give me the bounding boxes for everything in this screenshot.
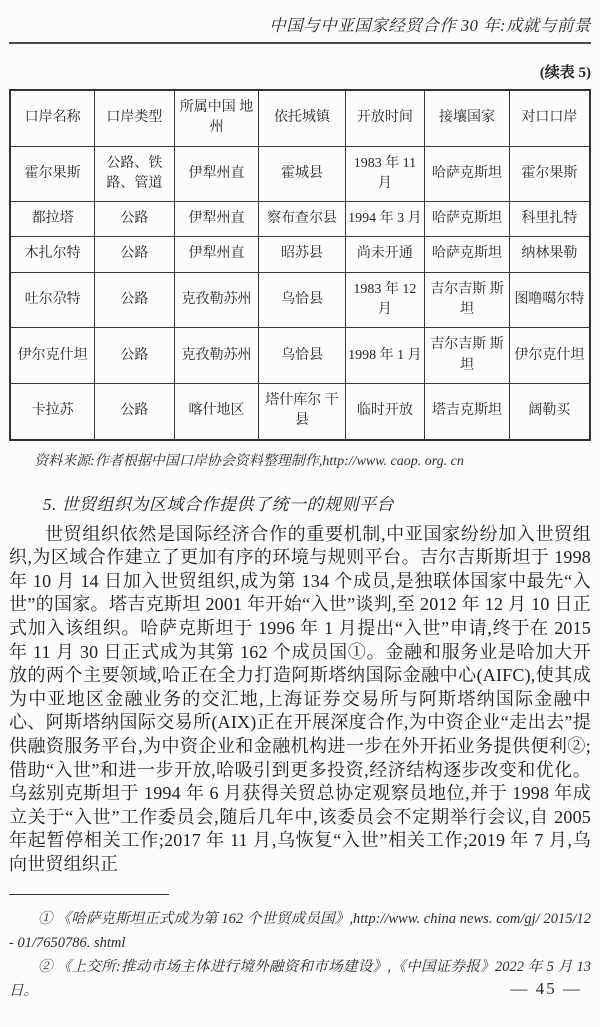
table-cell: 伊犁州直 <box>174 202 259 237</box>
table-cell: 公路 <box>95 328 174 384</box>
table-cell: 1983 年 12 月 <box>345 272 424 328</box>
table-row <box>10 202 590 237</box>
table-cell: 乌恰县 <box>259 272 345 328</box>
col-header-supporting-town: 依托城镇 <box>259 90 345 146</box>
table-cell: 霍城县 <box>259 146 345 202</box>
table-cell: 塔什库尔 干县 <box>259 383 345 439</box>
running-head-title: 中国与中亚国家经贸合作 30 年:成就与前景 <box>9 12 591 44</box>
table-row <box>10 328 590 384</box>
table-cell: 克孜勒苏州 <box>174 328 259 384</box>
table-row <box>10 146 590 202</box>
table-cell: 图噜噶尔特 <box>509 272 590 328</box>
table-cell: 霍尔果斯 <box>509 146 590 202</box>
table-cell: 公路 <box>95 272 174 328</box>
body-paragraph: 世贸组织依然是国际经济合作的重要机制,中亚国家纷纷加入世贸组织,为区域合作建立了更加有序的环境与规则平台。吉尔吉斯斯坦于 1998 年 10 月 14 日加入世贸组织,成为第 134 个成员,是独联体国家中最先“入世”的国家。塔吉克斯坦 2001 年开始“入世”谈判,至 2012 年 12 月 10 日正式加入该组织。哈萨克斯坦于 1996 年 1 月提出“入世”申请,终于在 2015 年 11 月 30 日正式成为其第 162 个成员国①。金融和服务业是哈加大开放的两个主要领域,哈正在全力打造阿斯塔纳国际金融中心(AIFC),使其成为中亚地区金融业务的交汇地,上海证券交易所与阿斯塔纳国际金融中心、阿斯塔纳国际交易所(AIX)正在开展深度合作,为中资企业“走出去”提供融资服务平台,为中资企业和金融机构进一步在外开拓业务提供便利②;借助“入世”和进一步开放,哈吸引到更多投资,经济结构逐步改变和优化。乌兹别克斯坦于 1994 年 6 月获得关贸总协定观察员地位,并于 1998 年成立关于“入世”工作委员会,随后几年中,该委员会不定期举行会议,自 2005 年起暂停相关工作;2017 年 11 月,乌恢复“入世”相关工作;2019 年 7 月,乌向世贸组织正 <box>9 523 591 874</box>
table-cell: 1983 年 11 月 <box>345 146 424 202</box>
table-cell: 都拉塔 <box>10 202 95 237</box>
table-row <box>10 237 590 272</box>
table-cell: 1998 年 1 月 <box>345 328 424 384</box>
table-row <box>10 272 590 328</box>
col-header-china-prefecture: 所属中国 地州 <box>174 90 259 146</box>
table-cell: 公路 <box>95 383 174 439</box>
table-cell: 1994 年 3 月 <box>345 202 424 237</box>
table-cell: 卡拉苏 <box>10 383 95 439</box>
footnotes-block <box>9 907 591 1003</box>
table-cell: 科里扎特 <box>509 202 590 237</box>
table-header-row <box>10 90 590 146</box>
table-cell: 哈萨克斯坦 <box>425 237 510 272</box>
table-continuation-note: (续表 5) <box>539 65 591 81</box>
page-number: — 45 — <box>510 979 582 998</box>
table-cell: 克孜勒苏州 <box>174 272 259 328</box>
col-header-port-name: 口岸名称 <box>10 90 95 146</box>
table-cell: 木扎尔特 <box>10 237 95 272</box>
table-cell: 察布查尔县 <box>259 202 345 237</box>
table-row <box>10 383 590 439</box>
table-cell: 尚未开通 <box>345 237 424 272</box>
table-cell: 公路、铁路、管道 <box>95 146 174 202</box>
table-cell: 公路 <box>95 202 174 237</box>
table-cell: 伊尔克什坦 <box>10 328 95 384</box>
border-ports-table <box>9 89 591 441</box>
col-header-opening-time: 开放时间 <box>345 90 424 146</box>
table-cell: 哈萨克斯坦 <box>425 202 510 237</box>
table-cell: 纳林果勒 <box>509 237 590 272</box>
col-header-port-type: 口岸类型 <box>95 90 174 146</box>
section-heading: 5. 世贸组织为区域合作提供了统一的规则平台 <box>43 494 394 514</box>
table-cell: 伊尔克什坦 <box>509 328 590 384</box>
footnote-separator <box>9 894 169 895</box>
table-cell: 公路 <box>95 237 174 272</box>
table-cell: 伊犁州直 <box>174 146 259 202</box>
table-cell: 霍尔果斯 <box>10 146 95 202</box>
table-cell: 塔吉克斯坦 <box>425 383 510 439</box>
table-cell: 吉尔吉斯 斯坦 <box>425 328 510 384</box>
col-header-counterpart-port: 对口口岸 <box>509 90 590 146</box>
table-cell: 阔勒买 <box>509 383 590 439</box>
table-cell: 哈萨克斯坦 <box>425 146 510 202</box>
table-cell: 临时开放 <box>345 383 424 439</box>
table-cell: 昭苏县 <box>259 237 345 272</box>
table-source-note: 资料来源:作者根据中国口岸协会资料整理制作,http://www. caop. org. cn <box>34 453 464 469</box>
footnote-item: ② 《上交所:推动市场主体进行境外融资和市场建设》,《中国证券报》2022 年 5 月 13 日。 <box>9 959 591 1000</box>
table-cell: 喀什地区 <box>174 383 259 439</box>
footnote-item: ① 《哈萨克斯坦正式成为第 162 个世贸成员国》,http://www. china news. com/gj/ 2015/12 - 01/7650786. shtml <box>9 911 591 952</box>
col-header-bordering-country: 接壤国家 <box>425 90 510 146</box>
table-cell: 伊犁州直 <box>174 237 259 272</box>
table-cell: 吐尔尕特 <box>10 272 95 328</box>
table-cell: 吉尔吉斯 斯坦 <box>425 272 510 328</box>
table-cell: 乌恰县 <box>259 328 345 384</box>
